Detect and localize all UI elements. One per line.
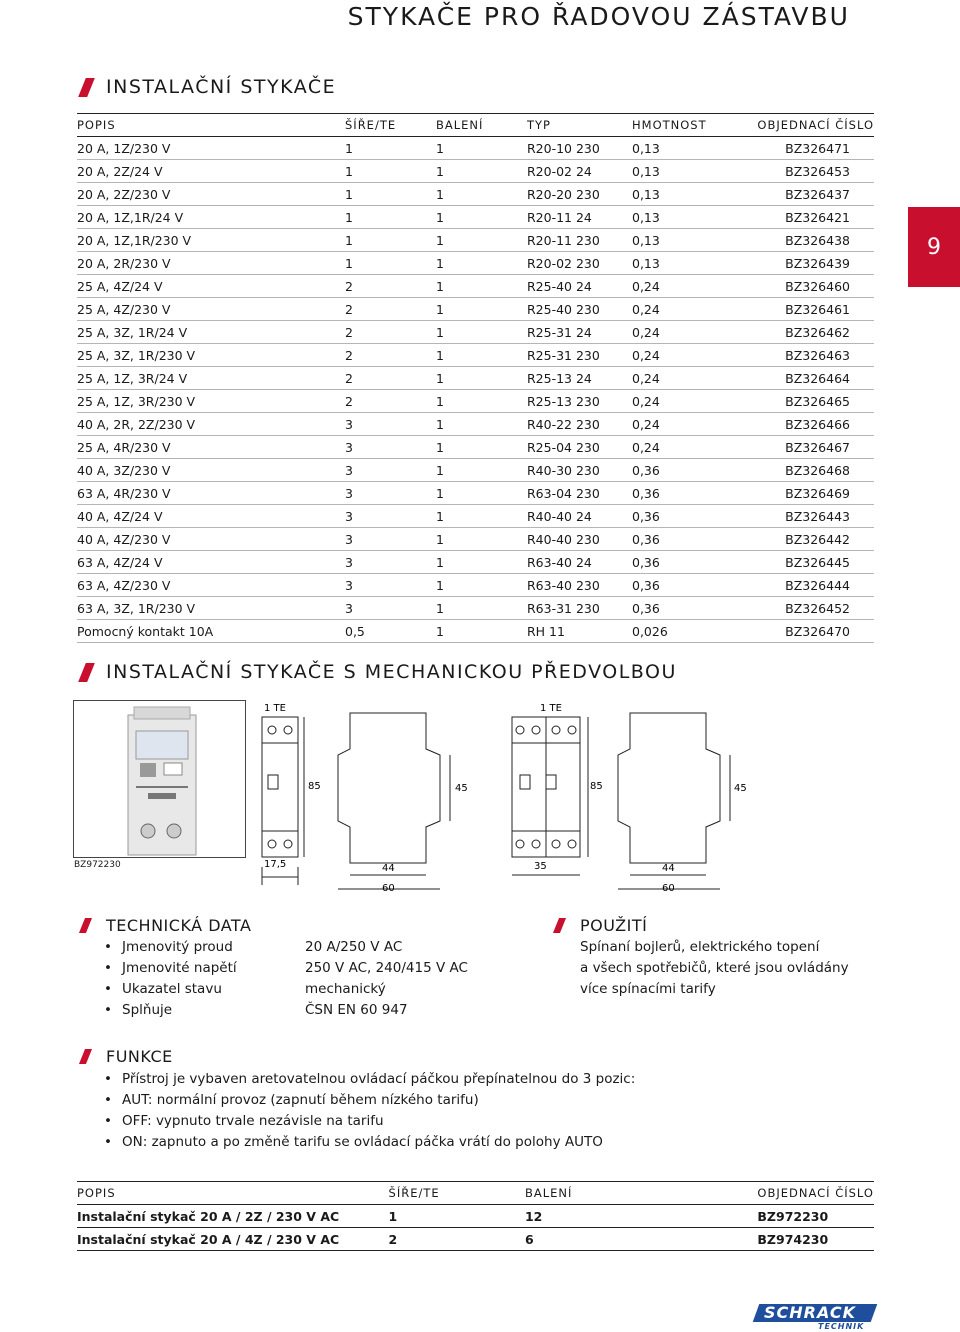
dim-60-left: 60 <box>382 883 395 894</box>
table-cell: BZ326462 <box>756 321 874 344</box>
table-cell: 0,36 <box>632 528 756 551</box>
table-cell: 1 <box>436 206 527 229</box>
table-cell: 0,24 <box>632 436 756 459</box>
table-cell: 2 <box>345 275 436 298</box>
dim-depth-left: 45 <box>455 783 468 794</box>
table-cell: BZ326442 <box>756 528 874 551</box>
table-cell: BZ326443 <box>756 505 874 528</box>
table-cell: 25 A, 4R/230 V <box>77 436 345 459</box>
table-row <box>77 482 874 505</box>
table-cell: 1 <box>345 137 436 160</box>
section-marker-icon <box>79 1049 92 1064</box>
table-cell: 3 <box>345 574 436 597</box>
dim-44-left: 44 <box>382 863 395 874</box>
table-cell: 20 A, 1Z/230 V <box>77 137 345 160</box>
table-cell: 1 <box>436 229 527 252</box>
tech-item: • Jmenovité napětí 250 V AC, 240/415 V AC <box>104 960 468 976</box>
table-cell: 2 <box>345 321 436 344</box>
table-cell: 0,24 <box>632 275 756 298</box>
table-row <box>77 528 874 551</box>
dim-44-right: 44 <box>662 863 675 874</box>
table-cell: R25-04 230 <box>527 436 632 459</box>
table-cell: 0,24 <box>632 390 756 413</box>
image-caption: BZ972230 <box>74 860 121 870</box>
te-label-left: 1 TE <box>264 703 286 714</box>
table-header-row <box>77 114 874 137</box>
column-header: BALENÍ <box>436 114 527 137</box>
table-cell: BZ326468 <box>756 459 874 482</box>
table-cell: 1 <box>436 183 527 206</box>
table-cell: 2 <box>345 344 436 367</box>
table-cell: 0,13 <box>632 229 756 252</box>
table-cell: 20 A, 1Z,1R/24 V <box>77 206 345 229</box>
table-cell: R20-11 24 <box>527 206 632 229</box>
table-cell: Pomocný kontakt 10A <box>77 620 345 643</box>
table-cell: BZ326421 <box>756 206 874 229</box>
table-cell: 0,24 <box>632 367 756 390</box>
table-row <box>77 137 874 160</box>
table-cell: 63 A, 4R/230 V <box>77 482 345 505</box>
product-photo <box>73 700 246 858</box>
table-cell: 20 A, 1Z,1R/230 V <box>77 229 345 252</box>
column-header: ŠÍŘE/TE <box>345 114 436 137</box>
table-cell: 0,24 <box>632 321 756 344</box>
table-cell: R25-13 24 <box>527 367 632 390</box>
table-cell: 1 <box>345 160 436 183</box>
table-row <box>77 275 874 298</box>
table-cell: R25-40 230 <box>527 298 632 321</box>
dimension-drawing <box>250 695 770 905</box>
table-cell: BZ326453 <box>756 160 874 183</box>
table-cell: 1 <box>436 275 527 298</box>
table-cell: 1 <box>436 344 527 367</box>
table-cell: 0,13 <box>632 252 756 275</box>
page-title: STYKAČE PRO ŘADOVOU ZÁSTAVBU <box>347 2 850 31</box>
function-list <box>104 1069 635 1153</box>
table-cell: 1 <box>345 229 436 252</box>
function-title: FUNKCE <box>106 1047 173 1066</box>
table-cell: R20-11 230 <box>527 229 632 252</box>
table-cell: R63-40 230 <box>527 574 632 597</box>
table-cell: BZ326460 <box>756 275 874 298</box>
table-cell: 2 <box>345 367 436 390</box>
table-cell: 2 <box>345 298 436 321</box>
table-cell: 3 <box>345 597 436 620</box>
contactor-table <box>77 113 874 643</box>
tech-item: • Jmenovitý proud 20 A/250 V AC <box>104 939 403 955</box>
table-cell: R20-02 24 <box>527 160 632 183</box>
table-cell: R25-31 230 <box>527 344 632 367</box>
table-cell: 1 <box>436 597 527 620</box>
table-row <box>77 344 874 367</box>
table-cell: 1 <box>436 321 527 344</box>
table-row <box>77 367 874 390</box>
table-cell: 1 <box>436 298 527 321</box>
table-cell: 63 A, 4Z/24 V <box>77 551 345 574</box>
table-cell: BZ326445 <box>756 551 874 574</box>
table-cell: R20-20 230 <box>527 183 632 206</box>
table-row <box>77 321 874 344</box>
table-cell: BZ326466 <box>756 413 874 436</box>
table-cell: 63 A, 3Z, 1R/230 V <box>77 597 345 620</box>
table-row <box>77 459 874 482</box>
table-cell: BZ326470 <box>756 620 874 643</box>
table-cell: 1 <box>345 252 436 275</box>
function-item: • ON: zapnuto a po změně tarifu se ovládací páčka vrátí do polohy AUTO <box>104 1134 603 1150</box>
column-header: HMOTNOST <box>632 114 756 137</box>
function-item: • AUT: normální provoz (zapnutí během nízkého tarifu) <box>104 1092 479 1108</box>
table-cell: BZ326437 <box>756 183 874 206</box>
table-cell: 2 <box>345 390 436 413</box>
table-row <box>77 298 874 321</box>
table-row <box>77 229 874 252</box>
table-cell: 1 <box>436 551 527 574</box>
table-cell: R25-31 24 <box>527 321 632 344</box>
table-cell: R40-30 230 <box>527 459 632 482</box>
table-cell: R25-13 230 <box>527 390 632 413</box>
dim-60-right: 60 <box>662 883 675 894</box>
table-row <box>77 252 874 275</box>
table-cell: 40 A, 3Z/230 V <box>77 459 345 482</box>
table-cell: 40 A, 4Z/24 V <box>77 505 345 528</box>
table-cell: R63-31 230 <box>527 597 632 620</box>
table-cell: 0,24 <box>632 344 756 367</box>
tech-item: • Splňuje ČSN EN 60 947 <box>104 1002 408 1018</box>
table-cell: 0,24 <box>632 298 756 321</box>
table-cell: 40 A, 2R, 2Z/230 V <box>77 413 345 436</box>
chapter-tab: 9 <box>908 207 960 287</box>
table-cell: 3 <box>345 505 436 528</box>
column-header: TYP <box>527 114 632 137</box>
table-cell: BZ326444 <box>756 574 874 597</box>
tech-data-list <box>104 937 468 1021</box>
table-cell: 25 A, 1Z, 3R/230 V <box>77 390 345 413</box>
dim-width-right: 35 <box>534 861 547 872</box>
table-cell: 1 <box>436 528 527 551</box>
table-row: Instalační stykač 20 A / 4Z / 230 V AC 2 6 BZ974230 <box>77 1228 874 1251</box>
table-cell: 0,36 <box>632 459 756 482</box>
table-row <box>77 574 874 597</box>
table-cell: 0,36 <box>632 574 756 597</box>
dim-depth-right: 45 <box>734 783 747 794</box>
table-cell: R63-40 24 <box>527 551 632 574</box>
table-row <box>77 597 874 620</box>
table-cell: BZ326461 <box>756 298 874 321</box>
function-item: • Přístroj je vybaven aretovatelnou ovládací páčkou přepínatelnou do 3 pozic: <box>104 1071 636 1087</box>
table-cell: 25 A, 1Z, 3R/24 V <box>77 367 345 390</box>
table-cell: 1 <box>345 206 436 229</box>
table-cell: BZ326465 <box>756 390 874 413</box>
section-marker-icon <box>78 663 95 682</box>
table-cell: BZ326469 <box>756 482 874 505</box>
te-label-right: 1 TE <box>540 703 562 714</box>
table-cell: 25 A, 4Z/24 V <box>77 275 345 298</box>
table-cell: R25-40 24 <box>527 275 632 298</box>
dim-height-left: 85 <box>308 781 321 792</box>
column-header: POPIS <box>77 114 345 137</box>
table-row <box>77 413 874 436</box>
table-cell: 0,13 <box>632 183 756 206</box>
table-cell: 1 <box>436 367 527 390</box>
table-cell: 1 <box>436 252 527 275</box>
table-row <box>77 551 874 574</box>
section-marker-icon <box>79 918 92 933</box>
table-cell: 0,36 <box>632 505 756 528</box>
table-row <box>77 183 874 206</box>
table-cell: 1 <box>436 436 527 459</box>
table-cell: BZ326464 <box>756 367 874 390</box>
table-cell: 25 A, 4Z/230 V <box>77 298 345 321</box>
table-cell: 0,36 <box>632 551 756 574</box>
table-cell: 63 A, 4Z/230 V <box>77 574 345 597</box>
table-cell: 0,026 <box>632 620 756 643</box>
table-cell: 0,5 <box>345 620 436 643</box>
table-row <box>77 505 874 528</box>
table-cell: R63-04 230 <box>527 482 632 505</box>
table-cell: 25 A, 3Z, 1R/24 V <box>77 321 345 344</box>
table-cell: 1 <box>436 574 527 597</box>
table-row <box>77 620 874 643</box>
table-cell: R20-10 230 <box>527 137 632 160</box>
table-cell: 3 <box>345 551 436 574</box>
table-cell: 1 <box>436 620 527 643</box>
schrack-logo: SCHRACK TECHNIK <box>756 1300 876 1330</box>
table-cell: 1 <box>436 413 527 436</box>
table-cell: 25 A, 3Z, 1R/230 V <box>77 344 345 367</box>
table-row <box>77 206 874 229</box>
table-cell: 1 <box>436 137 527 160</box>
section-title-preselection: INSTALAČNÍ STYKAČE S MECHANICKOU PŘEDVOLBOU <box>106 661 677 683</box>
table-cell: BZ326439 <box>756 252 874 275</box>
table-cell: R20-02 230 <box>527 252 632 275</box>
table-row <box>77 160 874 183</box>
table-row: Instalační stykač 20 A / 2Z / 230 V AC 1 12 BZ972230 <box>77 1205 874 1228</box>
table-cell: 1 <box>436 482 527 505</box>
table-cell: 3 <box>345 482 436 505</box>
tech-data-title: TECHNICKÁ DATA <box>106 916 252 935</box>
table-cell: 0,24 <box>632 413 756 436</box>
order-table <box>77 1181 874 1251</box>
contactor-device-icon <box>74 701 245 857</box>
table-row <box>77 390 874 413</box>
usage-text: Spínaní bojlerů, elektrického topení a všech spotřebičů, které jsou ovládány více spínacími tarify <box>580 939 849 997</box>
section-marker-icon <box>78 78 95 97</box>
table-cell: 1 <box>345 183 436 206</box>
table-cell: 1 <box>436 390 527 413</box>
table-cell: BZ326467 <box>756 436 874 459</box>
table-cell: R40-40 230 <box>527 528 632 551</box>
table-row <box>77 436 874 459</box>
usage-title: POUŽITÍ <box>580 916 648 935</box>
table-cell: RH 11 <box>527 620 632 643</box>
table-cell: 1 <box>436 160 527 183</box>
table-cell: 20 A, 2Z/230 V <box>77 183 345 206</box>
dim-height-right: 85 <box>590 781 603 792</box>
table-cell: 20 A, 2Z/24 V <box>77 160 345 183</box>
tech-item: • Ukazatel stavu mechanický <box>104 981 386 997</box>
table-cell: 40 A, 4Z/230 V <box>77 528 345 551</box>
table-cell: 0,36 <box>632 597 756 620</box>
table-cell: BZ326452 <box>756 597 874 620</box>
column-header: OBJEDNACÍ ČÍSLO <box>756 114 874 137</box>
table-header-row: POPIS ŠÍŘE/TE BALENÍ OBJEDNACÍ ČÍSLO <box>77 1182 874 1205</box>
table-cell: 0,13 <box>632 160 756 183</box>
table-cell: 3 <box>345 528 436 551</box>
table-cell: R40-22 230 <box>527 413 632 436</box>
table-cell: 3 <box>345 436 436 459</box>
table-cell: BZ326471 <box>756 137 874 160</box>
table-cell: 3 <box>345 459 436 482</box>
section-marker-icon <box>553 918 566 933</box>
function-item: • OFF: vypnuto trvale nezávisle na tarifu <box>104 1113 384 1129</box>
table-cell: 0,36 <box>632 482 756 505</box>
dim-width-left: 17,5 <box>264 859 287 870</box>
section-title-contactors: INSTALAČNÍ STYKAČE <box>106 76 337 98</box>
table-cell: R40-40 24 <box>527 505 632 528</box>
table-cell: 20 A, 2R/230 V <box>77 252 345 275</box>
table-cell: 1 <box>436 505 527 528</box>
table-cell: BZ326438 <box>756 229 874 252</box>
table-cell: 0,13 <box>632 137 756 160</box>
table-cell: 0,13 <box>632 206 756 229</box>
table-cell: BZ326463 <box>756 344 874 367</box>
table-cell: 1 <box>436 459 527 482</box>
table-cell: 3 <box>345 413 436 436</box>
